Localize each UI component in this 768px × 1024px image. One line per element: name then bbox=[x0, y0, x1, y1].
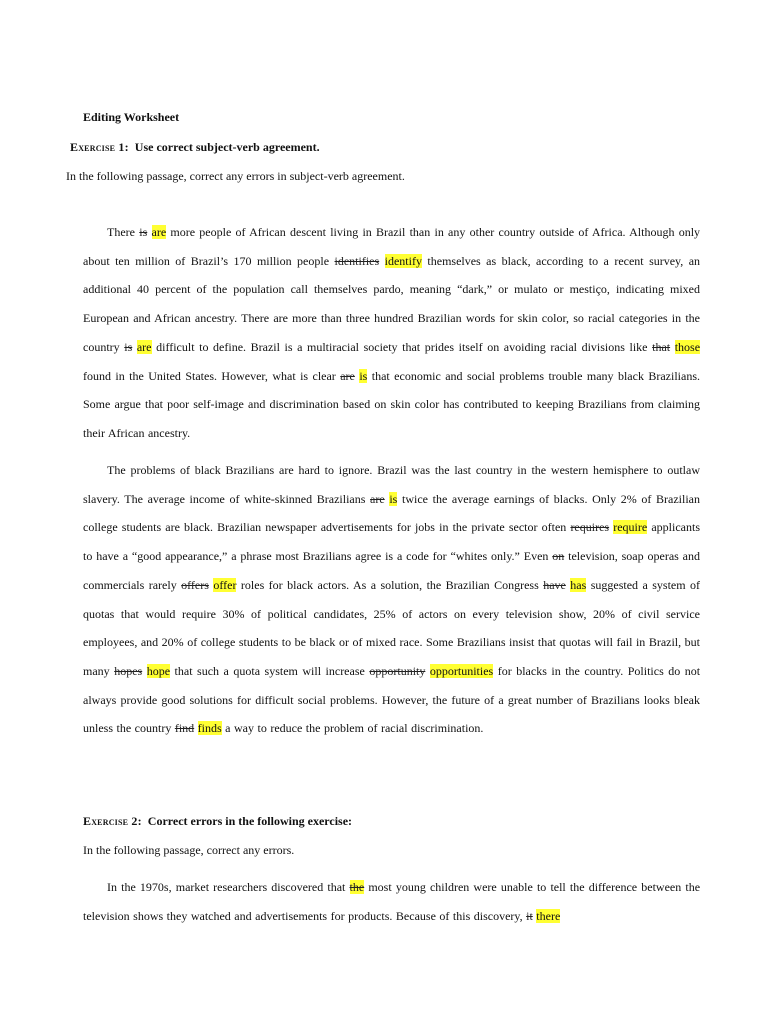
highlighted-correction: are bbox=[151, 225, 167, 239]
highlighted-correction: are bbox=[136, 339, 152, 354]
struck-word: offers bbox=[181, 577, 209, 592]
highlighted-correction: offer bbox=[213, 577, 237, 592]
text-segment: more people of African descent living in Brazil than in any other country outside of Africa. Although only about ten million of Brazil’s 170 million people bbox=[83, 225, 701, 268]
text-segment: most young children were unable to tell the difference between the television shows they watched and advertisements for products. Because of this discovery, bbox=[83, 880, 701, 923]
struck-word: hopes bbox=[114, 663, 143, 678]
highlighted-correction: opportunities bbox=[429, 663, 494, 678]
text-segment: In the 1970s, market researchers discovered that bbox=[107, 880, 346, 894]
struck-word: is bbox=[139, 225, 148, 239]
exercise-2-paragraph-1 bbox=[83, 873, 700, 930]
text-segment: that such a quota system will increase bbox=[174, 663, 365, 678]
highlighted-correction: finds bbox=[197, 721, 222, 736]
exercise-1-label: Exercise 1: bbox=[70, 140, 129, 154]
struck-word: find bbox=[174, 721, 195, 736]
struck-word: have bbox=[543, 577, 566, 592]
text-segment: There bbox=[107, 225, 135, 239]
text-segment: found in the United States. However, what is clear bbox=[83, 368, 336, 383]
struck-word: are bbox=[370, 491, 385, 506]
text-segment: themselves as black, according to a recent survey, an additional 40 percent of the population call themselves pardo, meaning “dark,” or mulato or mestiço, indicating mixed European and African ancestry. There are more than three hundred Brazilian words for skin color, so racial categories in the country bbox=[83, 253, 701, 354]
highlighted-correction: those bbox=[674, 339, 701, 354]
text-segment: for blacks in the country. Politics do not always provide good solutions for difficult social problems. However, the future of a great number of Brazilians looks bleak unless the country bbox=[83, 663, 701, 736]
page-title: Editing Worksheet bbox=[83, 110, 180, 124]
text-segment: twice the average earnings of blacks. Only 2% of Brazilian college students are black. Brazilian newspaper advertisements for jobs in the private sector often bbox=[83, 491, 700, 535]
struck-word: it bbox=[526, 908, 533, 923]
text-segment: difficult to define. Brazil is a multiracial society that prides itself on avoiding racial divisions like bbox=[156, 339, 648, 354]
struck-word: that bbox=[652, 339, 671, 354]
text-segment: television, soap operas and commercials rarely bbox=[83, 549, 700, 592]
exercise-2-heading bbox=[83, 814, 352, 829]
highlighted-correction: is bbox=[389, 491, 398, 506]
text-segment: a way to reduce the problem of racial discrimination. bbox=[225, 721, 484, 736]
text-segment: The problems of black Brazilians are hard to ignore. Brazil was the last country in the western hemisphere to outlaw slavery. The average income of white-skinned Brazilians bbox=[83, 463, 700, 506]
struck-word: are bbox=[340, 368, 355, 383]
highlighted-correction: hope bbox=[146, 663, 171, 678]
highlighted-correction: has bbox=[570, 577, 587, 592]
exercise-1-heading bbox=[70, 140, 320, 155]
text-segment: that economic and social problems trouble many black Brazilians. Some argue that poor self-image and discrimination based on skin color has contributed to keeping Brazilians from claiming their African ancestry. bbox=[83, 368, 701, 440]
highlighted-correction: there bbox=[536, 908, 561, 923]
struck-word: requires bbox=[570, 520, 610, 535]
exercise-1-instruction: In the following passage, correct any errors in subject-verb agreement. bbox=[66, 169, 405, 183]
text-segment: applicants to have a “good appearance,” a phrase most Brazilians agree is a code for “whites only.” Even bbox=[83, 520, 701, 564]
highlighted-correction: is bbox=[359, 368, 368, 383]
exercise-1-paragraph-2 bbox=[83, 456, 700, 743]
struck-word: is bbox=[124, 339, 133, 354]
exercise-2-instruction: In the following passage, correct any errors. bbox=[83, 843, 295, 857]
exercise-1-paragraph-1 bbox=[83, 218, 700, 448]
highlighted-correction: require bbox=[613, 520, 648, 535]
highlighted-correction: identify bbox=[384, 253, 422, 268]
text-segment: suggested a system of quotas that would require 30% of political candidates, 25% of actors on every television show, 20% of civil service employees, and 20% of college students to be black or of mixed race. Some Brazilians insist that quotas will fail in Brazil, but many bbox=[83, 577, 701, 678]
exercise-2-label: Exercise 2: bbox=[83, 814, 142, 828]
exercise-1-title: Use correct subject-verb agreement. bbox=[134, 140, 320, 154]
struck-word: identifies bbox=[334, 253, 380, 268]
struck-highlighted-word: the bbox=[349, 880, 365, 894]
struck-word: on bbox=[552, 549, 565, 564]
exercise-2-title: Correct errors in the following exercise: bbox=[147, 814, 353, 828]
text-segment: roles for black actors. As a solution, the Brazilian Congress bbox=[240, 577, 539, 592]
struck-word: opportunity bbox=[369, 663, 426, 678]
